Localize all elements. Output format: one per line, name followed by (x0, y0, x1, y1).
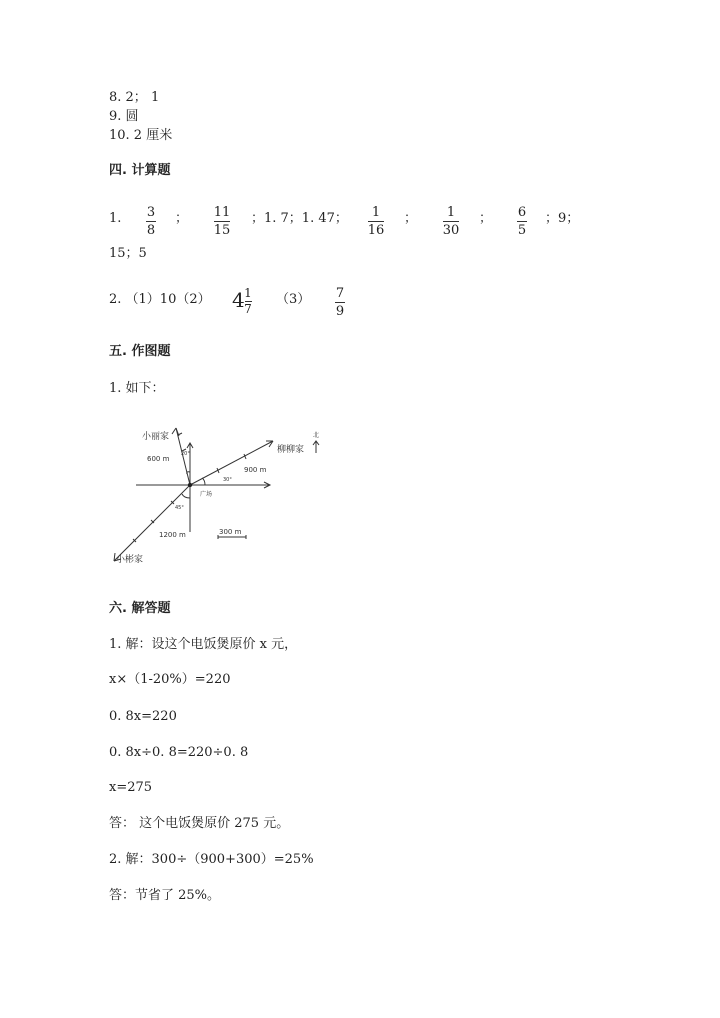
fraction-denominator: 8 (146, 223, 156, 238)
answer-8: 8. 2； 1 (109, 90, 160, 105)
line-to-xiaobin (114, 485, 190, 561)
mixed-number-whole: 4 (232, 288, 245, 312)
fraction-denominator: 7 (244, 302, 252, 316)
calc-q2-part3: （3） (276, 292, 311, 307)
angle-arc-45 (182, 494, 190, 498)
arrow-xiaobin (114, 553, 121, 561)
calc-q2-prefix: 2. （1）10（2） (109, 292, 211, 307)
calc-q1-line2: 15；5 (109, 246, 147, 261)
fraction-denominator: 5 (517, 223, 527, 238)
angle-arc-20 (187, 472, 190, 474)
fraction-numerator: 7 (335, 286, 345, 301)
fraction-bar (368, 221, 384, 222)
square-point (188, 483, 192, 487)
calc-q1-decimals: ；1. 7；1. 47； (251, 211, 348, 226)
label-45deg: 45° (175, 505, 184, 511)
fraction-1-30 (431, 205, 471, 238)
fraction-numerator: 3 (146, 205, 156, 220)
fraction-denominator: 16 (367, 223, 385, 238)
mixed-number-fraction (228, 287, 268, 316)
fraction-7-9 (320, 286, 360, 319)
fraction-bar (214, 221, 230, 222)
fraction-numerator: 1 (371, 205, 381, 220)
label-liuliu: 柳柳家 (277, 445, 305, 455)
label-20deg: 20° (181, 451, 190, 457)
label-scale: 300 m (219, 528, 242, 536)
solution-line: 答：节省了 25%。 (109, 888, 221, 903)
section-4-title: 四. 计算题 (109, 163, 171, 178)
fraction-denominator: 9 (335, 304, 345, 319)
separator: ； (404, 211, 418, 226)
fraction-bar (517, 221, 527, 222)
separator: ； (175, 211, 189, 226)
answer-10: 10. 2 厘米 (109, 128, 173, 143)
solution-line: 1. 解：设这个电饭煲原价 x 元， (109, 637, 298, 652)
fraction-numerator: 1 (244, 286, 252, 300)
line-to-xiaoli (176, 428, 190, 485)
solution-line: x=275 (109, 780, 153, 795)
label-square: 广场 (200, 491, 213, 498)
label-30deg: 30° (223, 477, 232, 483)
drawing-q1-label: 1. 如下： (109, 381, 165, 396)
label-600m: 600 m (147, 455, 170, 463)
angle-arc-30 (202, 478, 205, 485)
fraction-numerator: 1 (446, 205, 456, 220)
calc-q1-label: 1. (109, 211, 122, 226)
answer-9: 9. 圆 (109, 109, 139, 124)
arrow-xiaoli (172, 428, 179, 436)
fraction-bar (443, 221, 459, 222)
solution-line: 答： 这个电饭煲原价 275 元。 (109, 816, 290, 831)
fraction-denominator: 15 (213, 223, 231, 238)
line-to-liuliu (190, 441, 273, 485)
label-xiaobin: 小彬家 (116, 555, 144, 565)
section-6-title: 六. 解答题 (109, 601, 171, 616)
solution-line: 2. 解：300÷（900+300）=25% (109, 852, 314, 867)
solution-line: x×（1-20%）=220 (109, 672, 231, 687)
label-1200m: 1200 m (159, 531, 186, 539)
east-arrow (264, 482, 270, 488)
section-5-title: 五. 作图题 (109, 344, 171, 359)
fraction-1-16 (356, 205, 396, 238)
fraction-11-15 (202, 205, 242, 238)
fraction-bar (146, 221, 156, 222)
label-900m: 900 m (244, 466, 267, 474)
arrow-liuliu (266, 441, 273, 447)
label-north: 北 (313, 432, 320, 439)
fraction-bar (335, 302, 345, 303)
solution-line: 0. 8x=220 (109, 709, 177, 724)
fraction-denominator: 30 (442, 223, 460, 238)
fraction-numerator: 11 (213, 205, 231, 220)
separator: ； (479, 211, 493, 226)
calc-q1-tail: ；9； (545, 211, 580, 226)
fraction-3-8 (131, 205, 171, 238)
solution-line: 0. 8x÷0. 8=220÷0. 8 (109, 745, 249, 760)
north-arrow (187, 443, 193, 448)
fraction-numerator: 6 (517, 205, 527, 220)
label-xiaoli: 小丽家 (142, 432, 170, 442)
fraction-6-5 (502, 205, 542, 238)
